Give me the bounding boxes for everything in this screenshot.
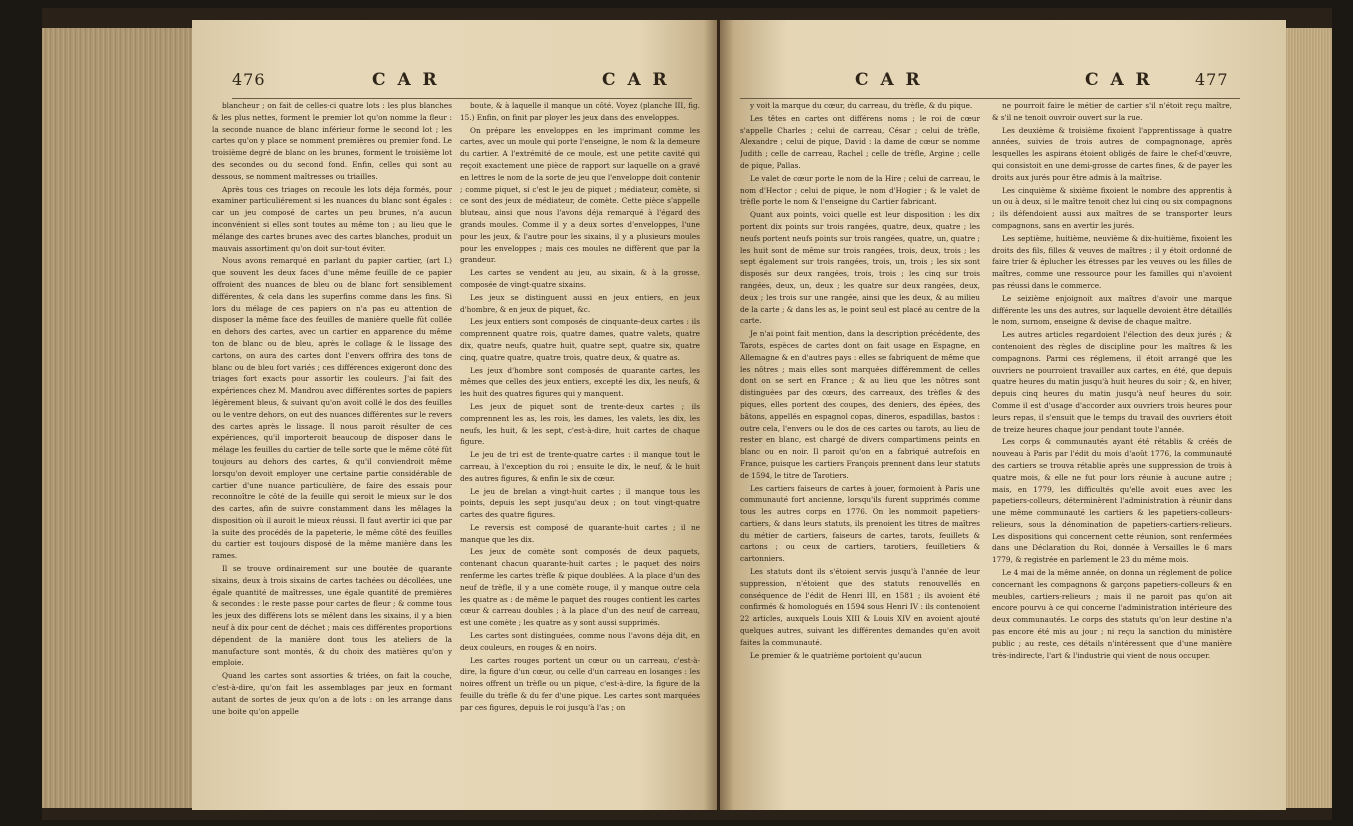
- paragraph: Le 4 mai de la même année, on donna un réglement de police concernant les compagnons & garçons papetiers-colleurs & en meubles, cartiers-relieurs ; mais il ne paroit pas qu'on ait encore pourvu à ce qui concerne l'administration intérieure des deux communautés. Le corps des statuts qu'on leur destine n'a pas encore été mis au jour ; ni reçu la sanction du ministère public ; au reste, ces détails n'intéressent que d'une manière très-indirecte, l'art & l'industrie qui vient de nous occuper.: [992, 568, 1232, 660]
- paragraph: Je n'ai point fait mention, dans la description précédente, des Tarots, espèces de cartes dont on fait usage en Espagne, en Allemagne & en d'autres pays : elles se fabriquent de même que les nôtres ; mais elles sont marquées différemment de celles dont on se sert en France ; & au lieu que les nôtres sont distinguées par des cœurs, des carreaux, des trèfles & des piques, elles portent des coupes, des deniers, des épées, des bâtons, appellés en espagnol copas, dineros, espadillas, bastos : outre cela, l'envers ou le dos de ces cartes ou tarots, au lieu de rester en blanc, est chargé de divers compartimens peints en blanc ou en noir. Il paroit qu'on en a fabriqué autrefois en France, puisque les cartiers François prennent dans leur statuts de 1594, le titre de Tarotiers.: [740, 329, 980, 480]
- right-header-running-title-1: C A R: [855, 70, 923, 90]
- right-header-running-title-2: C A R: [1085, 70, 1153, 90]
- left-page-number: 476: [232, 70, 266, 89]
- page-edges-left: [42, 28, 192, 808]
- paragraph: Les cartes rouges portent un cœur ou un carreau, c'est-à-dire, la figure d'un cœur, ou celle d'un carreau en losanges : les noires offrent un trèfle ou un pique, c'est-à-dire, la figure de la feuille du trèfle & du fer d'une pique. Les cartes sont marquées par ces figures, depuis le roi jusqu'à l'as ; on: [460, 655, 700, 712]
- right-page: [720, 20, 1286, 810]
- paragraph: Nous avons remarqué en parlant du papier cartier, (art I.) que souvent les deux faces d'une même feuille de ce papier offroient des nuances de bleu ou de blanc fort sensiblement différentes, & cela dans les superfins comme dans les fins. Si lors du mélage de ces papiers on n'a pas eu attention de disposer la même face des feuilles de manière quelle fût collée en dehors des cartes, avec un cartier en apparence du même ton de blanc ou de bleu, après le collage & le lissage des cartons, on aura des cartes dont l'envers offrira des tons de blanc ou de bleu fort variés ; ces différences exigeront donc des triages fort exacts pour assortir les couleurs. J'ai fait des expériences chez M. Mandrou avec différentes sortes de papiers légèrement bleus, & suivant qu'on avoit collé le dos des feuilles ou le ventre dehors, on eut des nuances différentes sur le revers des cartes après le lissage. Il nous paroit résulter de ces expériences, qu'il importeroit beaucoup de disposer dans le mélage les feuilles du cartier de telle sorte que le même côté fût toujours au dehors des cartes, & qu'il conviendroit même lorsqu'on devoit employer une certaine partie considérable de cartier d'une nuance particulière, de faire des essais pour reconnoître le côté de la feuille qui seroit le mieux sur le dos des cartes, afin de suivre constamment dans les mêlages la disposition où il auroit le mieux réussi. Il faut avertir ici que par la suite des procédés de la papeterie, le même côté des feuilles du cartier est toujours disposé de la même manière dans les rames.: [212, 256, 452, 561]
- paragraph: Les jeux de comète sont composés de deux paquets, contenant chacun quarante-huit cartes ; le paquet des noirs renferme les cartes trèfle & pique doublées. A la place d'un des neuf de trèfle, il y a une comète rouge, il y manque outre cela les quatre as : de même le paquet des rouges contient les cartes cœur & carreau doubles ; à la place d'un des neuf de carreau, est une comète ; les quatre as y sont aussi supprimés.: [460, 547, 700, 628]
- paragraph: Les jeux se distinguent aussi en jeux entiers, en jeux d'hombre, & en jeux de piquet, &c.: [460, 292, 700, 314]
- paragraph: boute, & à laquelle il manque un côté. Voyez (planche III, fig. 15.) Enfin, on finit par ployer les jeux dans des enveloppes.: [460, 101, 700, 122]
- paragraph: Les jeux d'hombre sont composés de quarante cartes, les mêmes que celles des jeux entiers, excepté les dix, les neufs, & les huit des quatres figures qui y manquent.: [460, 365, 700, 399]
- paragraph: Le reversis est composé de quarante-huit cartes ; il ne manque que les dix.: [460, 522, 700, 544]
- paragraph: Le seizième enjoignoit aux maîtres d'avoir une marque différente les uns des autres, sur laquelle devoient être détaillés le nom, surnom, enseigne & devise de chaque maître.: [992, 293, 1232, 327]
- paragraph: Quand les cartes sont assorties & triées, on fait la couche, c'est-à-dire, qu'on fait les assemblages par jeux en formant autant de sortes de jeux qu'on a de lots : on les arrange dans une boite qu'on appelle: [212, 671, 452, 716]
- paragraph: Après tous ces triages on recoule les lots déja formés, pour examiner particuliérement si les nuances du blanc sont égales : car un jeu composé de cartes un peu brunes, n'a aucun inconvénient si elles sont toutes au même ton ; au lieu que le mélange des cartes brunes avec des cartes blanches, produit un mauvais assortiment qu'on doit sur-tout éviter.: [212, 184, 452, 253]
- paragraph: Les autres articles regardoient l'élection des deux jurés ; & contenoient des règles de discipline pour les maîtres & les compagnons. Parmi ces réglemens, il étoit arrangé que les ouvriers ne pourroient travailler aux cartes, en été, que depuis quatre heures du matin jusqu'à huit heures du soir ; &, en hiver, depuis cinq heures du matin jusqu'à neuf heures du soir. Comme il est d'usage d'accorder aux ouvriers trois heures pour leurs repas, il s'ensuit que le temps du travail des ouvriers étoit de treize heures chaque jour pendant toute l'année.: [992, 330, 1232, 434]
- paragraph: Le jeu de tri est de trente-quatre cartes : il manque tout le carreau, à l'exception du roi ; ensuite le dix, le neuf, & le huit des autres figures, & enfin le six de cœur.: [460, 450, 700, 483]
- paragraph: y voit la marque du cœur, du carreau, du trèfle, & du pique.: [750, 101, 973, 110]
- right-page-header: [760, 70, 1230, 98]
- right-header-rule: [740, 98, 1240, 99]
- left-column-1: [212, 100, 452, 800]
- paragraph: Les jeux entiers sont composés de cinquante-deux cartes : ils comprennent quatre rois, quatre dames, quatre valets, quatre dix, quatre neufs, quatre huit, quatre sept, quatre six, quatre cinq, quatre quatre, quatre trois, quatre deux, & quatre as.: [460, 317, 700, 362]
- paragraph: Les cinquième & sixième fixoient le nombre des apprentis à un ou à deux, si le maître tenoit chez lui cinq ou six compagnons ; ils défendoient aussi aux maîtres de se transporter leurs compagnons, sans en avertir les jurés.: [992, 185, 1232, 230]
- paragraph: Les cartiers faiseurs de cartes à jouer, formoient à Paris une communauté fort ancienne, lorsqu'ils furent supprimés comme tous les autres corps en 1776. On les nommoit papetiers-cartiers, & dans leurs statuts, ils prenoient les titres de maîtres du métier de cartiers, faiseurs de cartes, tarots, feuillets & cartons ; ou ceux de cartiers, tarotiers, feuilletiers & cartonniers.: [740, 483, 980, 564]
- left-page: [192, 20, 717, 810]
- paragraph: On prépare les enveloppes en les imprimant comme les cartes, avec un moule qui porte l'enseigne, le nom & la demeure du cartier. A l'extrémité de ce moule, est une petite cavité qui reçoit exactement une pièce de rapport sur laquelle on a gravé en lettres le nom de la sorte de jeu que l'enveloppe doit contenir ; comme piquet, si c'est le jeu de piquet ; médiateur, comète, si ce sont des jeux de médiateur, de comète. Cette pièce s'appelle bluteau, ainsi que nous l'avons déja remarqué à l'égard des grands moules. Comme il y a deux sortes d'enveloppes, l'une pour les jeux, & l'autre pour les sixains, il y a plusieurs moules pour les enveloppes ; mais ces moules ne diffèrent que par la grandeur.: [460, 125, 700, 265]
- paragraph: Les corps & communautés ayant été rétablis & créés de nouveau à Paris par l'édit du mois d'août 1776, la communauté des cartiers se trouva rétablie après une suppression de trois à quatre mois, & elle ne fut pour lors réunie à aucune autre ; mais, en 1779, les difficultés qu'elle avoit eues avec les papetiers-colleurs, déterminèrent l'administration à réunir dans une même communauté les cartiers & les papetiers-colleurs-relieurs, sous la dénomination de papetiers-cartiers-relieurs. Les dispositions qui concernent cette réunion, sont renfermées dans une Déclaration du Roi, donnée à Versailles le 6 mars 1779, & registrée en parlement le 23 du même mois.: [992, 437, 1232, 565]
- paragraph: Les jeux de piquet sont de trente-deux cartes ; ils comprennent les as, les rois, les dames, les valets, les dix, les neufs, les huit, & les sept, c'est-à-dire, huit cartes de chaque figure.: [460, 401, 700, 447]
- paragraph: ne pourroit faire le métier de cartier s'il n'étoit reçu maître, & s'il ne tenoit ouvroir ouvert sur la rue.: [992, 101, 1232, 122]
- book-gutter: [704, 20, 734, 810]
- left-header-running-title-2: C A R: [602, 70, 670, 90]
- paragraph: Les deuxième & troisième fixoient l'apprentissage à quatre années, suivies de trois autres de compagnonage, après lesquelles les aspirans étoient obligés de faire le chef-d'œuvre, qui consistoit en une demi-grosse de cartes fines, & de payer les droits aux jurés pour être admis à la maîtrise.: [992, 125, 1232, 182]
- open-book: [42, 8, 1332, 820]
- right-page-number: 477: [1195, 70, 1229, 89]
- paragraph: Les têtes en cartes ont différens noms ; le roi de cœur s'appelle Charles ; celui de carreau, César ; celui de trèfle, Alexandre ; celui de pique, David : la dame de cœur se nomme Judith ; celle de carreau, Rachel ; celle de trèfle, Argine ; celle de pique, Pallas.: [740, 113, 980, 170]
- paragraph: Il se trouve ordinairement sur une boutée de quarante sixains, deux à trois sixains de cartes tachées ou décollées, une égale quantité de maîtresses, une égale quantité de premières & secondes : le reste passe pour cartes de fleur ; & comme tous les jeux des différens lots se mêlent dans les sixains, il y a bien neuf à dix pour cent de déchet ; mais ces différentes proportions dépendent de la manière dont tous les ateliers de la manufacture sont montés, & du choix des matières qu'on y emploie.: [212, 564, 452, 668]
- paragraph: Les cartes sont distinguées, comme nous l'avons déja dit, en deux couleurs, en rouges & en noirs.: [460, 631, 700, 652]
- page-edges-right: [1286, 28, 1332, 808]
- paragraph: Les cartes se vendent au jeu, au sixain, & à la grosse, composée de vingt-quatre sixains.: [460, 268, 700, 289]
- left-header-rule: [232, 98, 692, 99]
- paragraph: Le jeu de brelan a vingt-huit cartes ; il manque tous les points, depuis les sept jusqu'au deux ; on tout vingt-quatre cartes des quatre figures.: [460, 486, 700, 520]
- right-column-1: [740, 100, 980, 800]
- left-page-header: [232, 70, 692, 98]
- paragraph: Les statuts dont ils s'étoient servis jusqu'à l'année de leur suppression, n'étoient que des statuts renouvellés en conséquence de l'édit de Henri III, en 1581 ; ils avoient été confirmés & homologués en 1594 sous Henri IV : ils contenoient 22 articles, auxquels Louis XIII & Louis XIV en avoient ajouté quelques autres, suivant les différentes demandes qu'en avoit faites la communauté.: [740, 567, 980, 647]
- paragraph: Le premier & le quatrième portoient qu'aucun: [750, 650, 922, 660]
- right-column-2: [992, 100, 1232, 800]
- paragraph: blancheur ; on fait de celles-ci quatre lots : les plus blanches & les plus nettes, forment le premier lot qu'on nomme la fleur : la seconde nuance de blanc inférieur forme le second lot ; les cartes qu'on y place se nomment premières ou premier fond. Le troisième degré de blanc on les brunes, forment le troisième lot des secondes ou du second fond. Enfin, celles qui sont au dessous, se nomment maîtresses ou triailles.: [212, 101, 452, 181]
- paragraph: Les septième, huitième, neuvième & dix-huitième, fixoient les droits des fils, filles & veuves de maîtres ; il y étoit ordonné de faire trier & éplucher les étresses par les veuves ou les filles de maîtres, comme une ressource pour les familles qui n'avoient pas réussi dans le commerce.: [992, 233, 1232, 290]
- paragraph: Le valet de cœur porte le nom de la Hire ; celui de carreau, le nom d'Hector ; celui de pique, le nom d'Hogier ; & le valet de trèfle porte le nom & l'enseigne du Cartier fabricant.: [740, 173, 980, 207]
- paragraph: Quant aux points, voici quelle est leur disposition : les dix portent dix points sur trois rangées, quatre, deux, quatre ; les neufs portent neufs points sur trois rangées, quatre, un, quatre ; les huit sont de même sur trois rangées, trois, deux, trois ; les sept également sur trois rangées, trois, un, trois ; les six sont disposés sur deux rangées, trois, trois ; les cinq sur trois rangées, deux, un, deux ; les quatre sur deux rangées, deux, deux ; les trois sur une rangée, ainsi que les deux, & au milieu de la carte ; & dans les as, le point seul est placé au centre de la carte.: [740, 210, 980, 326]
- left-header-running-title-1: C A R: [372, 70, 440, 90]
- left-column-2: [460, 100, 700, 800]
